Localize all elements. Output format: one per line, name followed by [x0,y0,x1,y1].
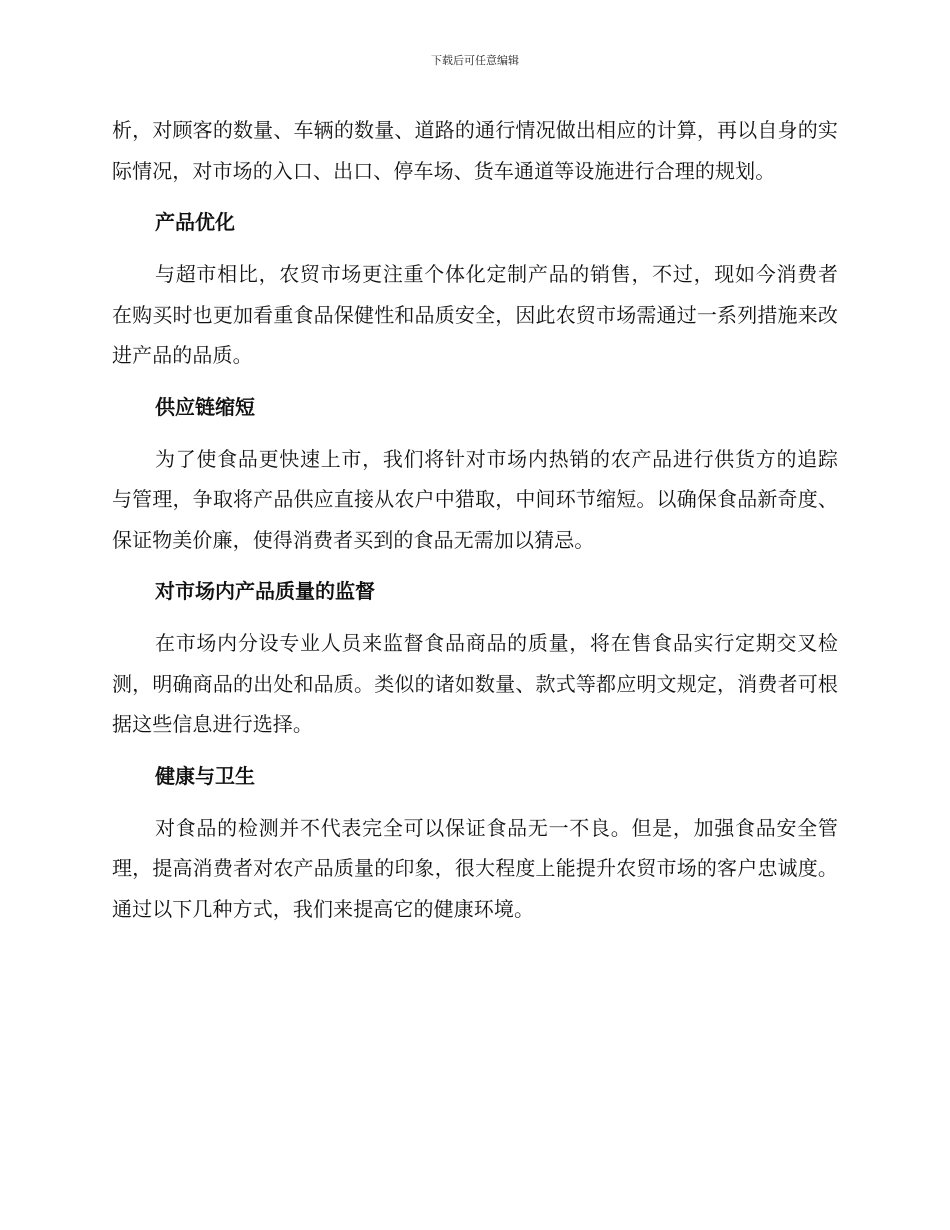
header-note: 下载后可任意编辑 [431,54,519,67]
section-heading: 对市场内产品质量的监督 [155,579,375,603]
section-heading: 供应链缩短 [155,394,255,419]
intro-paragraph: 析，对顾客的数量、车辆的数量、道路的通行情况做出相应的计算，再以自身的实际情况，对市场的入口、出口、停车场、货车通道等设施进行合理的规划。 [112,118,838,183]
section-paragraph: 在市场内分设专业人员来监督食品商品的质量，将在售食品实行定期交叉检测，明确商品的出处和品质。类似的诸如数量、款式等都应明文规定，消费者可根据这些信息进行选择。 [112,631,838,736]
section-supply-chain [112,389,838,561]
section-paragraph: 与超市相比，农贸市场更注重个体化定制产品的销售，不过，现如今消费者在购买时也更加看重食品保健性和品质安全，因此农贸市场需通过一系列措施来改进产品的品质。 [112,262,838,367]
section-quality-supervision [112,573,838,745]
section-paragraph: 为了使食品更快速上市，我们将针对市场内热销的农产品进行供货方的追踪与管理，争取将产品供应直接从农户中猎取，中间环节缩短。以确保食品新奇度、保证物美价廉，使得消费者买到的食品无需加以猜忌。 [112,446,838,552]
section-health-hygiene [112,758,838,930]
section-product-optimization [112,204,838,376]
section-paragraph: 对食品的检测并不代表完全可以保证食品无一不良。但是，加强食品安全管理，提高消费者对农产品质量的印象，很大程度上能提升农贸市场的客户忠诚度。通过以下几种方式，我们来提高它的健康环境。 [112,815,838,921]
section-heading: 产品优化 [155,210,235,234]
section-heading: 健康与卫生 [155,763,255,788]
document-body [112,110,838,929]
